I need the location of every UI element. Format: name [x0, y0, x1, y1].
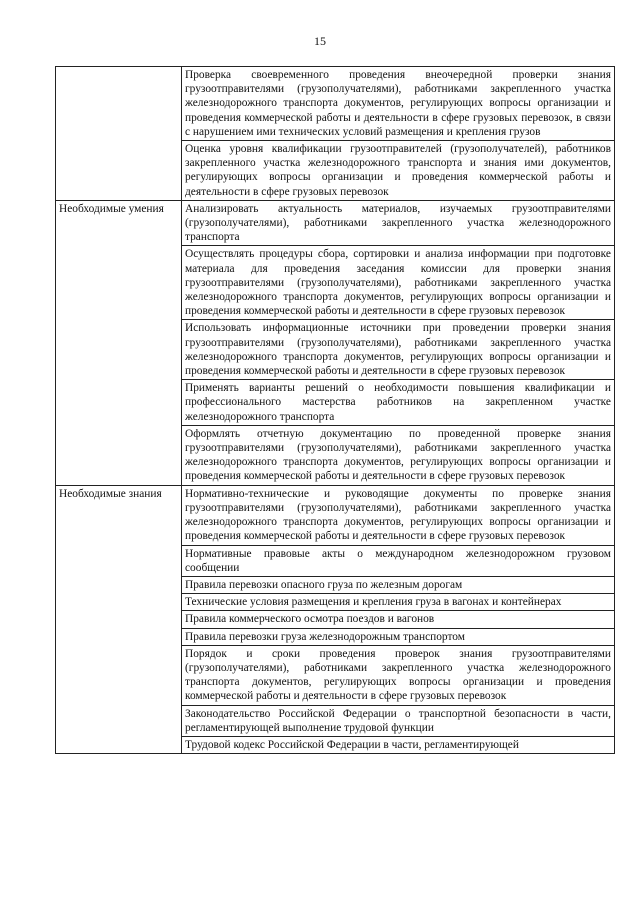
table-cell: Правила коммерческого осмотра поездов и вагонов — [182, 611, 615, 628]
table-cell: Нормативные правовые акты о международном железнодорожном грузовом сообщении — [182, 545, 615, 576]
competency-table — [55, 66, 615, 754]
table-row — [56, 67, 615, 141]
section-label-knowledge: Необходимые знания — [56, 485, 182, 753]
table-cell: Технические условия размещения и крепления груза в вагонах и контейнерах — [182, 594, 615, 611]
table-cell: Порядок и сроки проведения проверок знания грузоотправителями (грузополучателями), работниками закрепленного участка железнодорожного транспорта документов, регулирующих вопросы организации и проведения коммерческой работы и деятельности в сфере грузовых перевозок — [182, 645, 615, 705]
section-label — [56, 67, 182, 201]
table-cell: Правила перевозки груза железнодорожным транспортом — [182, 628, 615, 645]
table-cell: Оценка уровня квалификации грузоотправителей (грузополучателей), работников закрепленного участка железнодорожного транспорта и знания ими документов, регулирующих вопросы организации и проведения коммерческой работы и деятельности в сфере грузовых перевозок — [182, 141, 615, 201]
table-cell: Проверка своевременного проведения внеочередной проверки знания грузоотправителями (грузополучателями), работниками закрепленного участка железнодорожного транспорта документов, регулирующих вопросы организации и проведения коммерческой работы и деятельности в сфере грузовых перевозок, в связи с нарушением ими технических условий размещения и крепления грузов — [182, 67, 615, 141]
table-cell: Законодательство Российской Федерации о транспортной безопасности в части, регламентирующей выполнение трудовой функции — [182, 705, 615, 736]
page-number: 15 — [314, 34, 326, 48]
table-cell: Правила перевозки опасного груза по железным дорогам — [182, 576, 615, 593]
table-row — [56, 200, 615, 246]
table-cell: Оформлять отчетную документацию по проведенной проверке знания грузоотправителями (грузополучателями), работниками закрепленного участка железнодорожного транспорта документов, регулирующих вопросы организации и проведения коммерческой работы и деятельности в сфере грузовых перевозок — [182, 425, 615, 485]
section-label-skills: Необходимые умения — [56, 200, 182, 485]
table-cell: Осуществлять процедуры сбора, сортировки и анализа информации при подготовке материала для проведения заседания комиссии для проверки знания грузоотправителями (грузополучателями), работниками закрепленного участка железнодорожного транспорта документов, регулирующих вопросы организации и проведения коммерческой работы и деятельности в сфере грузовых перевозок — [182, 246, 615, 320]
table-cell: Анализировать актуальность материалов, изучаемых грузоотправителями (грузополучателями), работниками закрепленного участка железнодорожного транспорта — [182, 200, 615, 246]
table-cell: Трудовой кодекс Российской Федерации в части, регламентирующей — [182, 736, 615, 753]
table-cell: Нормативно-технические и руководящие документы по проверке знания грузоотправителями (грузополучателями), работниками закрепленного участка железнодорожного транспорта документов, регулирующих вопросы организации и проведения коммерческой работы и деятельности в сфере грузовых перевозок — [182, 485, 615, 545]
table-cell: Применять варианты решений о необходимости повышения квалификации и профессионального мастерства работников на закрепленном участке железнодорожного транспорта — [182, 380, 615, 426]
table-cell: Использовать информационные источники при проведении проверки знания грузоотправителями (грузополучателями), работниками закрепленного участка железнодорожного транспорта документов, регулирующих вопросы организации и проведения коммерческой работы и деятельности в сфере грузовых перевозок — [182, 320, 615, 380]
table-row — [56, 485, 615, 545]
